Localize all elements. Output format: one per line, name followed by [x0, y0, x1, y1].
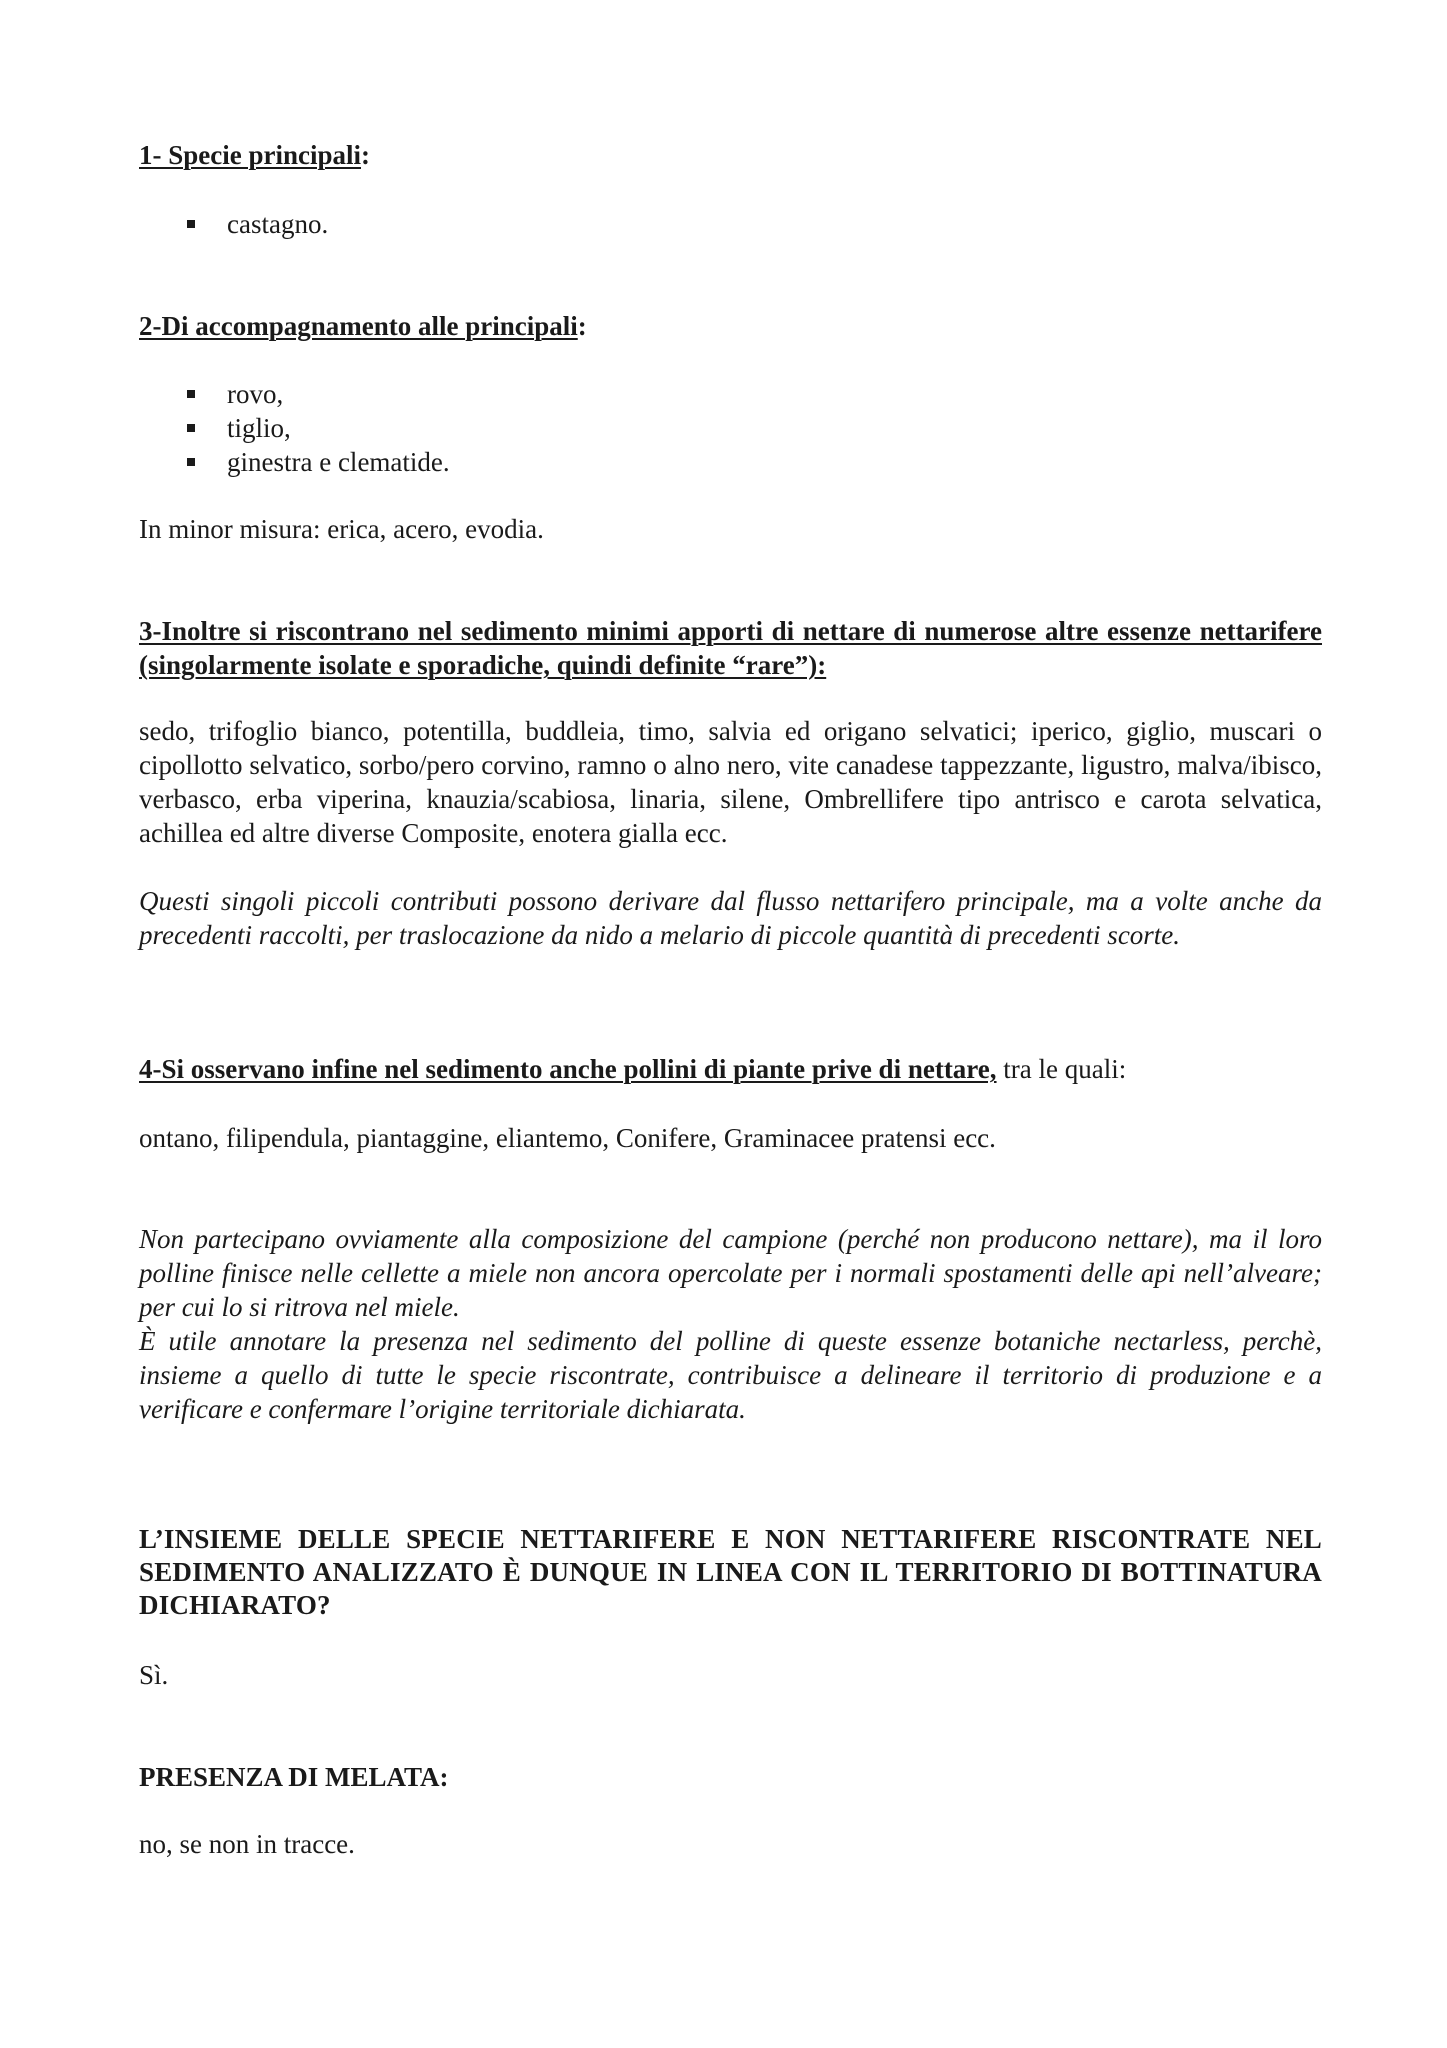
section2-heading — [139, 309, 1322, 343]
list-item: castagno. — [139, 207, 1322, 241]
melata-title: PRESENZA DI MELATA: — [139, 1762, 449, 1792]
section1-list — [139, 207, 1322, 241]
section2-list — [139, 377, 1322, 479]
list-item: rovo, — [139, 377, 1322, 411]
section3-list-text: sedo, trifoglio bianco, potentilla, buddleia, timo, salvia ed origano selvatici; iperico, giglio, muscari o cipollotto selvatico, sorbo/pero corvino, ramno o alno nero, vite canadese tappezzante, ligustro, malva/ibisco, verbasco, erba viperina, knauzia/scabiosa, linaria, silene, Ombrellifere tipo antrisco e carota selvatica, achillea ed altre diverse Composite, enotera gialla ecc. — [139, 716, 1322, 848]
list-item: ginestra e clematide. — [139, 445, 1322, 479]
section1-colon: : — [361, 140, 370, 170]
section2-minor: In minor misura: erica, acero, evodia. — [139, 514, 544, 544]
section4-list-text: ontano, filipendula, piantaggine, eliantemo, Conifere, Graminacee pratensi ecc. — [139, 1123, 996, 1153]
bullet-square-icon — [187, 390, 195, 398]
section4-heading — [139, 1052, 1322, 1086]
bullet-square-icon — [187, 458, 195, 466]
section4-note-2: È utile annotare la presenza nel sedimento del polline di queste essenze botaniche nectarless, perchè, insieme a quello di tutte le specie riscontrate, contribuisce a delineare il territorio di produzione e a verificare e confermare l’origine territoriale dichiarata. — [139, 1326, 1322, 1424]
section4-note-1: Non partecipano ovviamente alla composizione del campione (perché non producono nettare), ma il loro polline finisce nelle cellette a miele non ancora opercolate per i normali spostamenti delle api nell’alveare; per cui lo si ritrova nel miele. — [139, 1224, 1322, 1322]
section4-title: 4-Si osservano infine nel sedimento anche pollini di piante prive di nettare, — [139, 1054, 997, 1084]
melata-answer: no, se non in tracce. — [139, 1829, 355, 1859]
document-page — [139, 0, 1322, 2048]
section2-title: 2-Di accompagnamento alle principali — [139, 311, 578, 341]
territory-question: L’INSIEME DELLE SPECIE NETTARIFERE E NON NETTARIFERE RISCONTRATE NEL SEDIMENTO ANALIZZATO È DUNQUE IN LINEA CON IL TERRITORIO DI BOTTINATURA DICHIARATO? — [139, 1524, 1322, 1620]
section3-note: Questi singoli piccoli contributi possono derivare dal flusso nettarifero principale, ma a volte anche da precedenti raccolti, per traslocazione da nido a melario di piccole quantità di precedenti scorte. — [139, 886, 1322, 950]
section2-colon: : — [577, 311, 587, 341]
list-item: tiglio, — [139, 411, 1322, 445]
section1-title: 1- Specie principali — [139, 140, 361, 170]
section4-title-tail: tra le quali: — [996, 1054, 1127, 1084]
bullet-square-icon — [187, 220, 195, 228]
section1-heading — [139, 138, 1322, 172]
section3-title: 3-Inoltre si riscontrano nel sedimento minimi apporti di nettare di numerose altre essenze nettarifere (singolarmente isolate e sporadiche, quindi definite “rare”): — [139, 616, 1322, 680]
territory-answer: Sì. — [139, 1660, 169, 1690]
bullet-square-icon — [187, 424, 195, 432]
